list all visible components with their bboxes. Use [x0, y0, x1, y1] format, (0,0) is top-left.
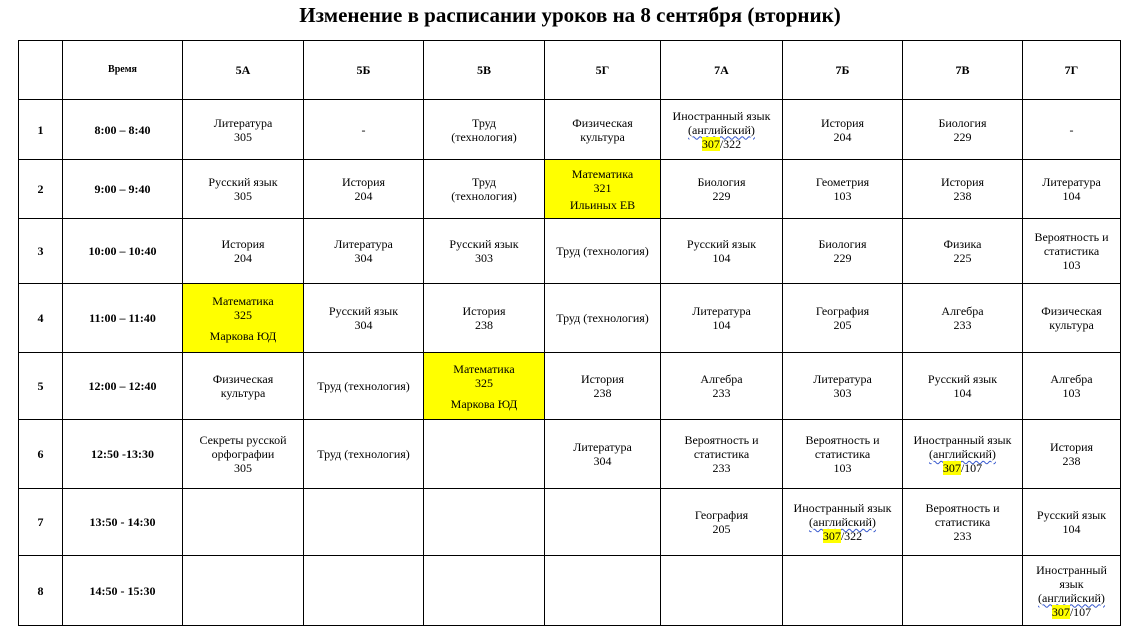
lesson-time: 10:00 – 10:40 [63, 219, 183, 284]
header-class-7v: 7В [903, 41, 1023, 100]
subject: Физика [943, 237, 982, 251]
lesson-cell-empty [183, 489, 304, 556]
subject: Алгебра [941, 304, 984, 318]
subject: История [940, 175, 985, 189]
lesson-cell-empty [304, 489, 424, 556]
subject: Труд (технология) [317, 379, 410, 393]
lesson-cell [545, 100, 661, 160]
lesson-cell-empty [424, 489, 545, 556]
lesson-cell-empty [545, 556, 661, 626]
table-row [19, 353, 1121, 420]
lesson-time: 8:00 – 8:40 [63, 100, 183, 160]
subject-line-1: Вероятность и [925, 501, 1000, 515]
subject: Литература [1042, 175, 1101, 189]
lesson-cell [661, 284, 783, 353]
subject: - [1069, 122, 1074, 137]
lesson-cell [903, 160, 1023, 219]
lesson-cell [545, 353, 661, 420]
lesson-cell [183, 420, 304, 489]
lesson-cell [783, 284, 903, 353]
subject-line-1: Физическая [572, 115, 633, 130]
lesson-cell [661, 420, 783, 489]
lesson-cell [661, 489, 783, 556]
header-class-5a: 5А [183, 41, 304, 100]
header-class-5v: 5В [424, 41, 545, 100]
room: 233 [953, 529, 972, 543]
lesson-time: 9:00 – 9:40 [63, 160, 183, 219]
room: 325 [234, 307, 252, 322]
subject: География [815, 304, 870, 318]
lesson-cell [545, 420, 661, 489]
subject-line-1: Труд [471, 175, 497, 189]
subject-line-1: Вероятность и [805, 433, 880, 447]
lesson-cell-highlighted [424, 353, 545, 420]
header-time-cell: Время [63, 41, 183, 100]
subject-line-1: Вероятность и [684, 433, 759, 447]
lesson-cell [783, 420, 903, 489]
subject-line-2: культура [220, 386, 266, 400]
lesson-cell-empty [661, 556, 783, 626]
table-row [19, 556, 1121, 626]
subject-line-2: (технология) [451, 189, 517, 203]
lesson-cell [545, 284, 661, 353]
subject: Алгебра [700, 372, 743, 386]
lesson-cell-empty [903, 556, 1023, 626]
room: 229 [712, 189, 731, 203]
room [785, 529, 900, 543]
lesson-cell [903, 219, 1023, 284]
lesson-cell [1023, 489, 1121, 556]
subject: Биология [697, 175, 746, 189]
lesson-time: 14:50 - 15:30 [63, 556, 183, 626]
table-row [19, 219, 1121, 284]
subject-line-2: орфографии [211, 447, 275, 461]
subject: Математика [571, 166, 634, 181]
room: 204 [354, 189, 373, 203]
subject: Русский язык [328, 304, 399, 318]
room: 104 [712, 318, 731, 332]
room: 303 [833, 386, 852, 400]
lesson-cell [903, 100, 1023, 160]
teacher: Ильиных ЕВ [569, 197, 636, 212]
subject-line-2: статистика [814, 447, 871, 461]
lesson-cell [183, 353, 304, 420]
room: 305 [234, 461, 252, 475]
lesson-cell [304, 160, 424, 219]
subject-line-2: статистика [1043, 244, 1100, 258]
subject-line-2: (английский) [929, 447, 996, 461]
lesson-number: 8 [19, 556, 63, 626]
lesson-cell [183, 219, 304, 284]
teacher: Маркова ЮД [450, 396, 518, 411]
room: 104 [1062, 522, 1081, 536]
lesson-cell [424, 100, 545, 160]
room: 233 [712, 386, 731, 400]
room: 305 [234, 129, 252, 144]
table-row [19, 284, 1121, 353]
subject: История [341, 175, 386, 189]
subject: Биология [818, 237, 867, 251]
lesson-cell [1023, 284, 1121, 353]
subject: История [580, 372, 625, 386]
subject: Литература [213, 115, 273, 130]
lesson-cell [1023, 160, 1121, 219]
lesson-cell [304, 219, 424, 284]
subject: - [361, 122, 366, 137]
subject: Русский язык [449, 237, 519, 251]
subject: Труд (технология) [556, 244, 649, 258]
lesson-cell-highlighted [183, 284, 304, 353]
room: 104 [712, 251, 731, 265]
subject: Алгебра [1050, 372, 1093, 386]
lesson-number: 3 [19, 219, 63, 284]
subject: Русский язык [208, 175, 278, 189]
lesson-cell [903, 353, 1023, 420]
lesson-cell [783, 219, 903, 284]
subject-line-1: Иностранный язык [793, 501, 892, 515]
subject-line-2: (английский) [688, 122, 755, 137]
room: 104 [1062, 189, 1081, 203]
room: 233 [953, 318, 972, 332]
room-highlight: 307 [701, 136, 720, 151]
subject: Математика [453, 361, 515, 376]
lesson-cell [183, 160, 304, 219]
room: 305 [234, 189, 252, 203]
page-title: Изменение в расписании уроков на 8 сентября (вторник) [299, 3, 841, 27]
lesson-cell-highlighted [545, 160, 661, 219]
lesson-time: 13:50 - 14:30 [63, 489, 183, 556]
lesson-number: 4 [19, 284, 63, 353]
subject-line-2: статистика [693, 447, 750, 461]
lesson-cell [1023, 219, 1121, 284]
header-row [19, 41, 1121, 100]
header-class-7g: 7Г [1023, 41, 1121, 100]
lesson-cell [424, 284, 545, 353]
subject: Геометрия [815, 175, 870, 189]
room: 229 [833, 251, 852, 265]
lesson-cell [424, 219, 545, 284]
subject-line-1: Физическая [212, 372, 274, 386]
subject-line-2: статистика [934, 515, 991, 529]
room-highlight: 307 [822, 529, 841, 543]
lesson-cell [304, 353, 424, 420]
subject: История [221, 237, 265, 251]
header-class-7b: 7Б [783, 41, 903, 100]
lesson-cell [304, 284, 424, 353]
room: 238 [1062, 454, 1081, 468]
lesson-cell [783, 489, 903, 556]
subject-line-2: культура [1049, 318, 1094, 332]
lesson-cell [661, 100, 783, 160]
lesson-cell-empty [424, 556, 545, 626]
room: 238 [475, 318, 493, 332]
subject: Литература [573, 440, 632, 454]
lesson-cell [1023, 556, 1121, 626]
subject-line-1: Иностранный язык [913, 433, 1012, 447]
room [1025, 605, 1118, 619]
lesson-cell [304, 420, 424, 489]
subject-line-1: Иностранный язык [1036, 562, 1107, 591]
subject: Математика [212, 293, 274, 308]
table-row [19, 489, 1121, 556]
lesson-cell [661, 219, 783, 284]
room: 238 [593, 386, 612, 400]
lesson-cell [783, 353, 903, 420]
lesson-cell [661, 353, 783, 420]
room: 229 [953, 129, 972, 144]
subject: Русский язык [927, 372, 998, 386]
lesson-cell-empty [304, 556, 424, 626]
room: 103 [1062, 386, 1081, 400]
lesson-cell-empty [424, 420, 545, 489]
lesson-cell [1023, 100, 1121, 160]
table-row [19, 100, 1121, 160]
lesson-number: 6 [19, 420, 63, 489]
room: 104 [953, 386, 972, 400]
room-rest: /322 [719, 136, 742, 151]
room-rest: /107 [960, 461, 983, 475]
subject: История [820, 115, 865, 130]
spacer [185, 322, 301, 329]
header-class-7a: 7А [661, 41, 783, 100]
lesson-time: 12:50 -13:30 [63, 420, 183, 489]
lesson-cell [783, 160, 903, 219]
lesson-time: 11:00 – 11:40 [63, 284, 183, 353]
header-class-5g: 5Г [545, 41, 661, 100]
subject: Труд (технология) [317, 447, 410, 461]
lesson-cell [1023, 353, 1121, 420]
subject-line-1: Труд [471, 115, 497, 130]
room [663, 137, 780, 151]
lesson-cell [424, 160, 545, 219]
subject-line-2: (технология) [451, 129, 517, 144]
table-row [19, 160, 1121, 219]
room: 103 [833, 189, 852, 203]
room: 103 [1062, 258, 1081, 272]
subject: География [694, 508, 749, 522]
room: 204 [833, 129, 852, 144]
room: 238 [953, 189, 972, 203]
room-highlight: 307 [942, 461, 961, 475]
room [905, 461, 1020, 475]
subject: История [1049, 440, 1094, 454]
subject: Русский язык [1036, 508, 1107, 522]
room-rest: /322 [840, 529, 863, 543]
room: 233 [712, 461, 731, 475]
lesson-cell [903, 489, 1023, 556]
lesson-number: 1 [19, 100, 63, 160]
header-num-cell [19, 41, 63, 100]
room: 204 [234, 251, 252, 265]
subject: Литература [813, 372, 872, 386]
subject-line-1: Иностранный язык [672, 108, 771, 123]
room: 304 [354, 251, 373, 265]
subject-line-2: культура [580, 129, 625, 144]
lesson-number: 2 [19, 160, 63, 219]
lesson-time: 12:00 – 12:40 [63, 353, 183, 420]
subject-line-2: (английский) [809, 515, 876, 529]
subject: Русский язык [686, 237, 757, 251]
lesson-cell-empty [183, 556, 304, 626]
subject: Литература [692, 304, 751, 318]
subject: История [462, 304, 506, 318]
lesson-cell [661, 160, 783, 219]
lesson-cell [545, 219, 661, 284]
subject: Труд (технология) [556, 311, 649, 325]
teacher: Маркова ЮД [209, 328, 277, 343]
subject-line-1: Вероятность и [1034, 230, 1109, 244]
subject-line-1: Секреты русской [199, 433, 287, 447]
schedule-table [18, 40, 1121, 626]
room: 325 [475, 375, 493, 390]
table-row [19, 420, 1121, 489]
subject: Биология [938, 115, 987, 130]
lesson-cell [903, 420, 1023, 489]
spacer [426, 390, 542, 397]
room: 225 [953, 251, 972, 265]
room-rest: /107 [1069, 604, 1092, 619]
lesson-number: 5 [19, 353, 63, 420]
lesson-cell-empty [783, 556, 903, 626]
room: 321 [593, 180, 612, 195]
lesson-number: 7 [19, 489, 63, 556]
room-highlight: 307 [1051, 604, 1070, 619]
lesson-cell [783, 100, 903, 160]
lesson-cell [903, 284, 1023, 353]
lesson-cell [1023, 420, 1121, 489]
room: 205 [833, 318, 852, 332]
room: 304 [354, 318, 373, 332]
lesson-cell [304, 100, 424, 160]
subject: Литература [334, 237, 393, 251]
lesson-cell [183, 100, 304, 160]
room: 303 [475, 251, 493, 265]
lesson-cell-empty [545, 489, 661, 556]
room: 304 [593, 454, 612, 468]
header-class-5b: 5Б [304, 41, 424, 100]
room: 103 [833, 461, 852, 475]
subject-line-1: Физическая [1041, 304, 1102, 318]
room: 205 [712, 522, 731, 536]
subject-line-2: (английский) [1038, 590, 1105, 605]
